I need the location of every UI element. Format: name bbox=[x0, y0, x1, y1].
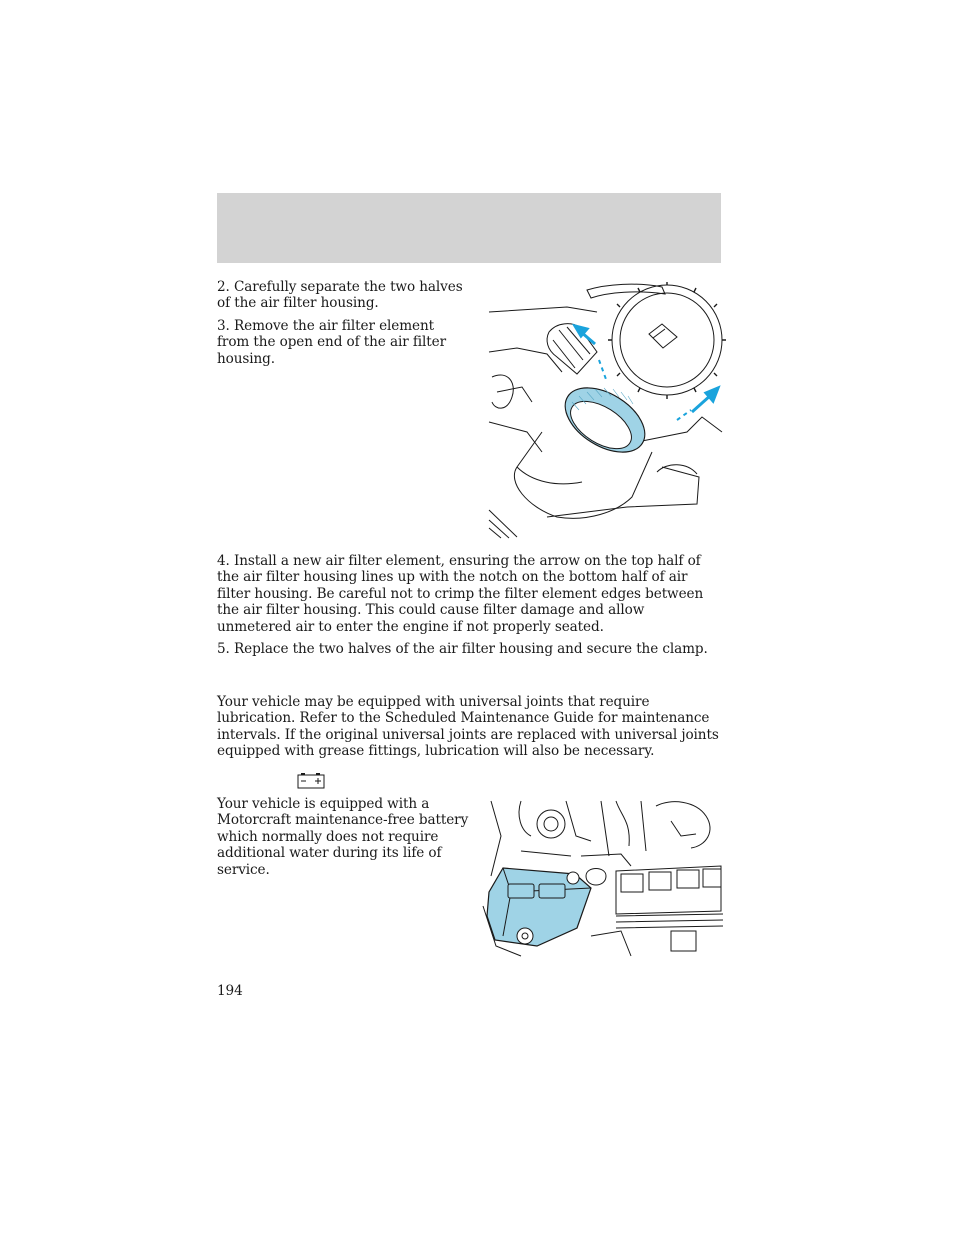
air-filter-illustration bbox=[487, 282, 727, 540]
section-header-band bbox=[217, 193, 721, 263]
universal-joints-text: Your vehicle may be equipped with universal joints that require lubrication. Refer to the Scheduled Maintenance Guide for maintenance intervals. If the original universal joints are replaced with universal joints equipped with grease fittings, lubrication will also be necessary. bbox=[217, 694, 719, 760]
step-2-text: 2. Carefully separate the two halves of the air filter housing. bbox=[217, 279, 463, 312]
step-3-text: 3. Remove the air filter element from the open end of the air filter housing. bbox=[217, 318, 446, 367]
page-number: 194 bbox=[217, 983, 243, 999]
step-5-text: 5. Replace the two halves of the air filter housing and secure the clamp. bbox=[217, 641, 708, 657]
step-4-text: 4. Install a new air filter element, ensuring the arrow on the top half of the air filter housing lines up with the notch on the bottom half of air filter housing. Be careful not to crimp the filter element edges between the air filter housing. This could cause filter damage and allow unmetered air to enter the engine if not properly seated. bbox=[217, 553, 704, 635]
battery-icon bbox=[297, 772, 325, 789]
battery-text: Your vehicle is equipped with a Motorcraft maintenance-free battery which normally does not require additional water during its life of service. bbox=[217, 796, 469, 878]
battery-illustration bbox=[481, 796, 724, 958]
